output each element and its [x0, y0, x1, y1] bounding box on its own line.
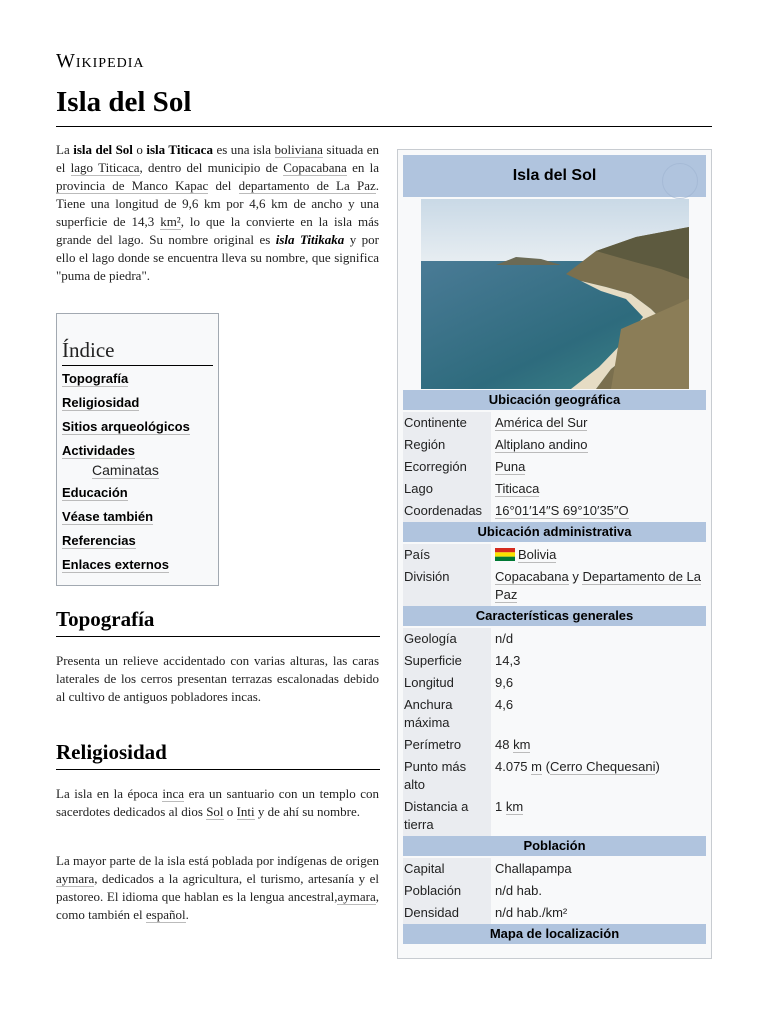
wikipedia-wordmark[interactable]: Wikipedia: [56, 50, 145, 72]
infobox-row-perimetro: Perímetro 48 km: [403, 734, 706, 756]
link-m[interactable]: m: [531, 759, 542, 774]
page-title: Isla del Sol: [56, 86, 192, 118]
section-divider: [56, 769, 380, 770]
link-bolivia[interactable]: Bolivia: [518, 547, 557, 562]
infobox-row-geologia: Geología n/d: [403, 628, 706, 650]
lead-text: y por ello el lago donde se encuentra lleva su nombre, que significa "puma de piedra".: [56, 232, 379, 283]
link-provincia-manco-kapac[interactable]: provincia de Manco Kapac: [56, 178, 209, 193]
infobox-row-densidad: Densidad n/d hab./km²: [403, 902, 706, 924]
compass-rose-icon: [662, 163, 698, 199]
infobox-section-ubicacion-geografica: Ubicación geográfica: [403, 390, 706, 410]
link-america-del-sur[interactable]: América del Sur: [495, 415, 588, 430]
infobox-row-coordenadas: Coordenadas 16°01′14″S 69°10′35″O: [403, 500, 706, 522]
link-km[interactable]: km: [513, 737, 531, 752]
toc-item-educacion[interactable]: Educación: [62, 485, 128, 500]
infobox: [397, 149, 712, 959]
lead-text: o: [132, 142, 147, 157]
link-sol[interactable]: Sol: [206, 804, 224, 819]
infobox-title: Isla del Sol: [403, 155, 706, 197]
lead-italic: isla Titikaka: [275, 232, 345, 247]
link-espanol[interactable]: español: [145, 907, 186, 922]
infobox-row-distancia: Distancia a tierra 1 km: [403, 796, 706, 836]
lead-text: situada en el: [56, 142, 379, 175]
infobox-row-poblacion: Población n/d hab.: [403, 880, 706, 902]
link-boliviana[interactable]: boliviana: [274, 142, 323, 157]
link-lago-titicaca[interactable]: lago Titicaca: [70, 160, 140, 175]
section-heading-religiosidad: Religiosidad: [56, 740, 167, 764]
infobox-section-mapa: Mapa de localización: [403, 924, 706, 944]
section-divider: [56, 636, 380, 637]
lead-text: , lo que la convierte en la isla más grande del lago. Su nombre original es: [56, 214, 379, 247]
link-km-2[interactable]: km: [505, 799, 524, 814]
infobox-row-punto-mas-alto: Punto más alto 4.075 m (Cerro Chequesani): [403, 756, 706, 796]
link-altiplano-andino[interactable]: Altiplano andino: [495, 437, 588, 452]
infobox-row-lago: Lago Titicaca: [403, 478, 706, 500]
toc-list: [62, 370, 213, 580]
infobox-row-region: Región Altiplano andino: [403, 434, 706, 456]
toc-item-referencias[interactable]: Referencias: [62, 533, 136, 548]
island-photo-graphic: [421, 199, 689, 389]
toc-item-actividades[interactable]: Actividades: [62, 443, 135, 458]
infobox-row-continente: Continente América del Sur: [403, 412, 706, 434]
toc-subitem-caminatas[interactable]: Caminatas: [92, 462, 159, 478]
infobox-section-ubicacion-administrativa: Ubicación administrativa: [403, 522, 706, 542]
link-cerro-chequesani[interactable]: Cerro Chequesani: [549, 759, 656, 774]
toc-item-sitios-arqueologicos[interactable]: Sitios arqueológicos: [62, 419, 190, 434]
infobox-row-ecorregion: Ecorregión Puna: [403, 456, 706, 478]
section-heading-topografia: Topografía: [56, 607, 155, 631]
infobox-row-anchura: Anchura máxima 4,6: [403, 694, 706, 734]
toc-item-topografia[interactable]: Topografía: [62, 371, 129, 386]
link-titicaca[interactable]: Titicaca: [495, 481, 540, 496]
island-photo[interactable]: [421, 199, 689, 389]
table-of-contents: [56, 313, 219, 586]
infobox-section-poblacion: Población: [403, 836, 706, 856]
lead-text: en la: [346, 160, 379, 175]
title-divider: [56, 126, 712, 127]
infobox-section-caracteristicas: Características generales: [403, 606, 706, 626]
lead-text: , dentro del municipio de: [139, 160, 284, 175]
link-departamento-la-paz[interactable]: departamento de La Paz: [238, 178, 376, 193]
link-km2[interactable]: km²: [160, 214, 181, 229]
link-division-copacabana[interactable]: Copacabana: [495, 569, 569, 584]
infobox-row-capital: Capital Challapampa: [403, 858, 706, 880]
link-puna[interactable]: Puna: [495, 459, 526, 474]
lead-text: La: [56, 142, 74, 157]
link-coordenadas[interactable]: 16°01′14″S 69°10′35″O: [495, 503, 629, 518]
lead-text: es una isla: [212, 142, 275, 157]
toc-heading: Índice: [62, 338, 213, 366]
infobox-row-division: División Copacabana y Departamento de La Paz: [403, 566, 706, 606]
infobox-row-superficie: Superficie 14,3: [403, 650, 706, 672]
link-division-departamento-la-paz[interactable]: Departamento de La Paz: [495, 569, 701, 602]
link-inti[interactable]: Inti: [236, 804, 255, 819]
infobox-row-pais: País Bolivia: [403, 544, 706, 566]
lead-text: del: [208, 178, 239, 193]
infobox-row-longitud: Longitud 9,6: [403, 672, 706, 694]
link-aymara-2[interactable]: aymara: [337, 889, 376, 904]
bolivia-flag-icon: [495, 548, 515, 561]
lead-text: . Tiene una longitud de 9,6 km por 4,6 km de ancho y una superficie de 14,3: [56, 178, 379, 229]
link-inca[interactable]: inca: [162, 786, 185, 801]
religiosidad-paragraph-2: La mayor parte de la isla está poblada por indígenas de origen aymara, dedicados a la agricultura, el turismo, artesanía y el pastoreo. El idioma que hablan es la lengua ancestral,aymara, como también el español.: [56, 853, 379, 922]
toc-item-vease-tambien[interactable]: Véase también: [62, 509, 154, 524]
toc-item-enlaces-externos[interactable]: Enlaces externos: [62, 557, 169, 572]
link-aymara[interactable]: aymara: [56, 871, 95, 886]
topografia-paragraph: Presenta un relieve accidentado con varias alturas, las caras laterales de los cerros presentan terrazas escalonadas debido al cultivo de antiguos pobladores incas.: [56, 653, 379, 704]
link-copacabana[interactable]: Copacabana: [283, 160, 347, 175]
lead-bold: isla del Sol: [73, 142, 133, 157]
lead-paragraph: [56, 141, 379, 285]
toc-item-religiosidad[interactable]: Religiosidad: [62, 395, 140, 410]
lead-bold: isla Titicaca: [146, 142, 213, 157]
religiosidad-paragraph-1: La isla en la época inca era un santuario con un templo con sacerdotes dedicados al dios Sol o Inti y de ahí su nombre.: [56, 786, 379, 819]
